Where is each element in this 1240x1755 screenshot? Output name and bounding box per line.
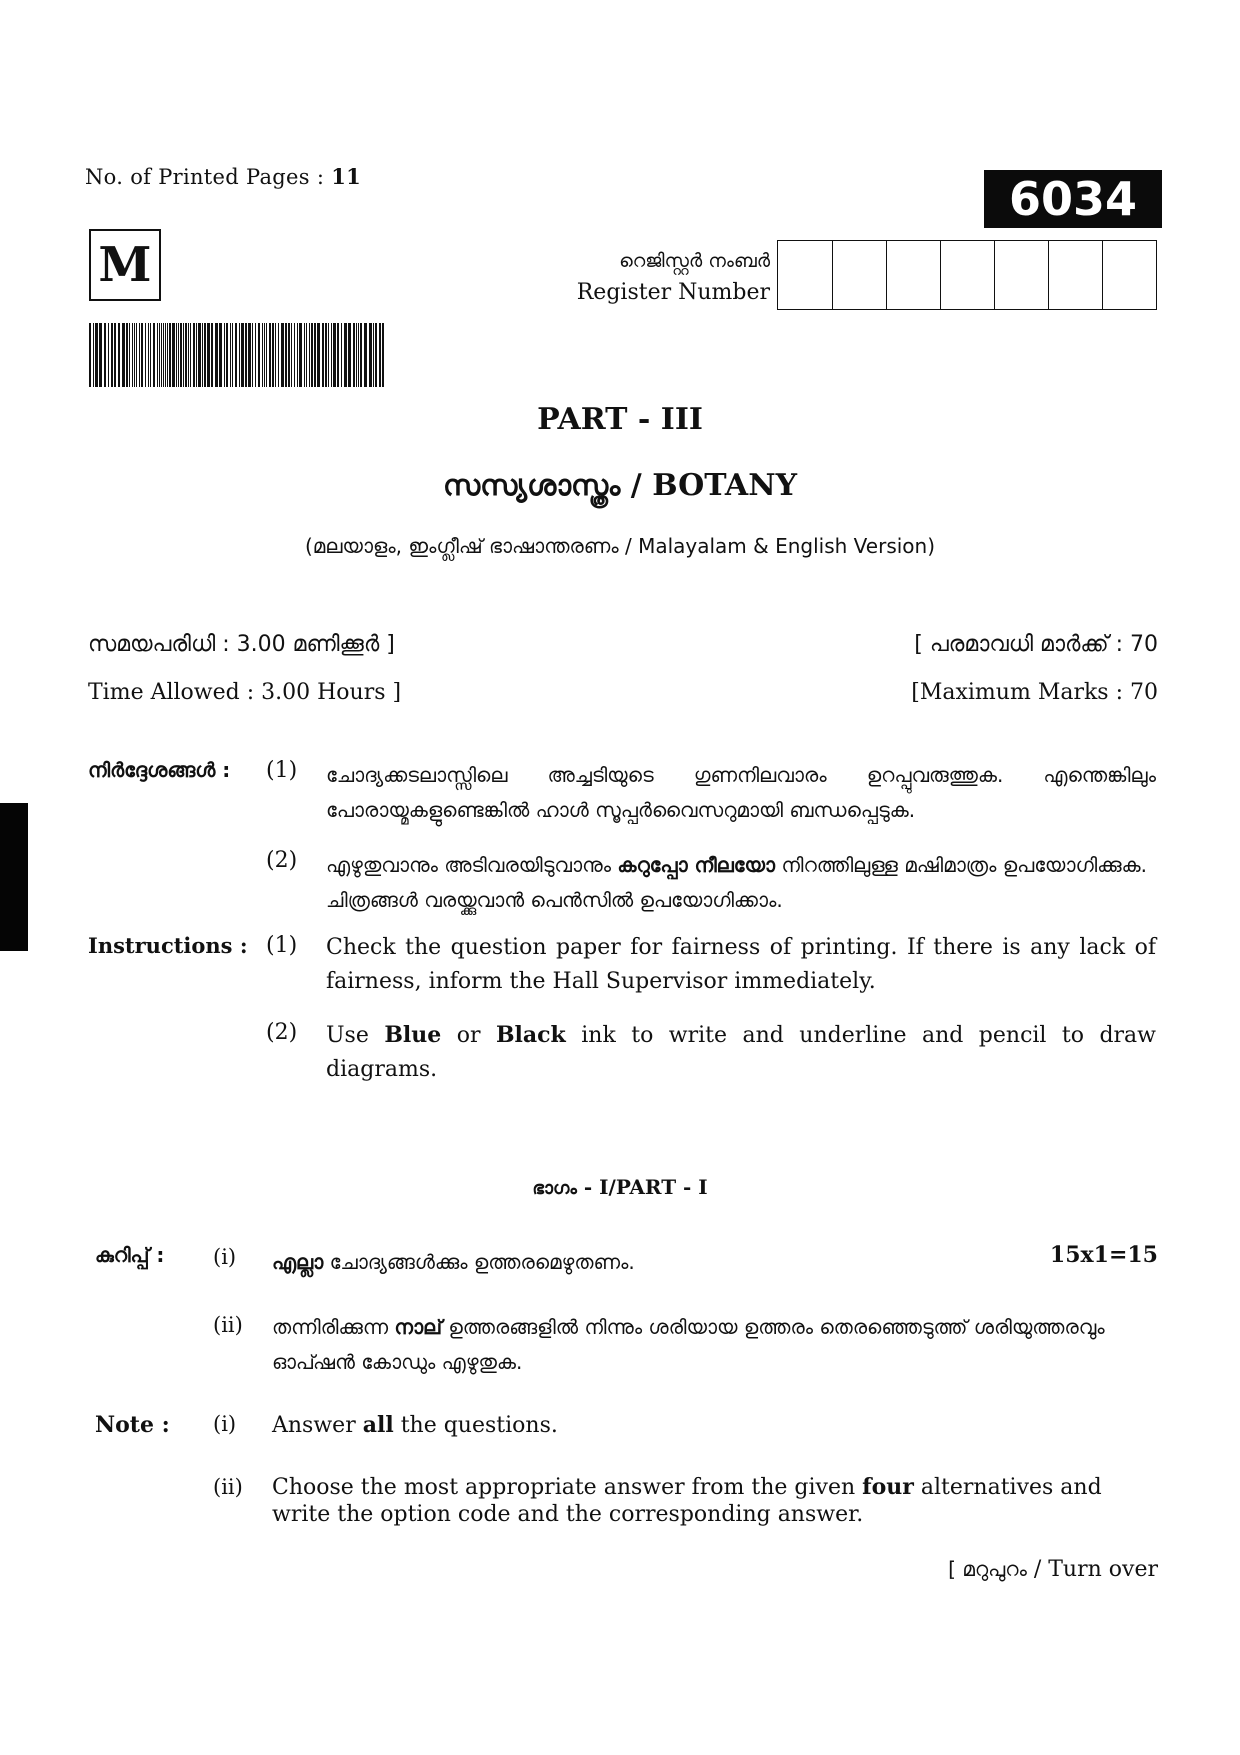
subject-ml: സസ്യശാസ്ത്രം [442,468,621,502]
note-ml-number: (ii) [213,1313,243,1337]
note-en-text-part: Answer [272,1413,363,1438]
register-box[interactable] [832,241,886,309]
register-number-label [520,246,770,308]
instruction-en-text-part: ink to write and underline and pencil to draw diagrams. [326,1023,1157,1082]
instruction-en-text: Check the question paper for fairness of printing. If there is any lack of fairness, inform the Hall Supervisor immediately. [326,935,1156,994]
note-ml-number: (i) [213,1245,237,1269]
instruction-en-bold: Blue [384,1022,442,1048]
register-box[interactable] [1048,241,1102,309]
time-allowed-ml: സമയപരിധി : 3.00 മണിക്കൂർ ] [88,632,395,657]
printed-pages-value: 11 [331,164,362,189]
register-number-boxes[interactable] [777,240,1157,310]
instruction-en-number: (1) [266,933,298,958]
note-en-number: (i) [213,1412,237,1436]
note-ml-text [272,1310,1112,1380]
note-en-number: (ii) [213,1475,243,1499]
note-ml-text-part: ഉത്തരങ്ങളിൽ നിന്നും ശരിയായ ഉത്തരം തെരഞ്ഞെടുത്ത് ശരിയുത്തരവും ഓപ്ഷൻ കോഡും എഴുതുക. [272,1315,1105,1374]
register-box[interactable] [940,241,994,309]
note-ml-bold: നാല് [394,1315,443,1339]
instruction-ml-text-part: നിറത്തിലുള്ള മഷിമാത്രം ഉപയോഗിക്കുക. ചിത്രങ്ങൾ വരയ്ക്കുവാൻ പെൻസിൽ ഉപയോഗിക്കാം. [326,853,1147,912]
instruction-ml-text-part: എഴുതുവാനും അടിവരയിടുവാനും [326,853,618,877]
note-en-bold: four [862,1474,914,1500]
subject-title [0,468,1240,503]
printed-pages-line [85,164,361,189]
max-marks-en: [Maximum Marks : 70 [911,680,1158,705]
version-line [0,534,1240,559]
instructions-en-label: Instructions : [88,933,248,958]
instruction-en-text-part: or [441,1023,496,1048]
part-title: PART - III [537,402,703,437]
max-marks-ml: [ പരമാവധി മാർക്ക് : 70 [914,632,1158,657]
note-en-text [272,1474,1112,1528]
register-label-ml: റെജിസ്റ്റർ നംബർ [619,250,770,272]
note-en-text-part: the questions. [393,1413,558,1438]
paper-code: 6034 [984,170,1162,228]
turn-over-note [948,1557,1158,1582]
register-box[interactable] [994,241,1048,309]
instruction-ml-number: (2) [266,848,298,873]
instruction-ml-bold: കറുപ്പോ നീലയോ [617,853,776,877]
note-ml-text [272,1245,972,1280]
note-en-bold: all [362,1412,394,1438]
section-heading-ml: ഭാഗം [532,1178,577,1199]
version-text: (മലയാളം, ഇംഗ്ലീഷ് ഭാഷാന്തരണം / Malayalam & English Version) [304,534,936,558]
subject-en: BOTANY [652,468,798,503]
register-box[interactable] [886,241,940,309]
register-box[interactable] [778,241,832,309]
time-allowed-en: Time Allowed : 3.00 Hours ] [88,680,402,705]
instruction-en-text-part: Use [326,1023,385,1048]
instruction-ml-text [326,848,1156,918]
version-letter-box: M [89,229,161,301]
turn-over-ml: [ മറുപുറം [948,1557,1027,1581]
note-en-label: Note : [95,1412,170,1438]
instruction-en-text [326,1018,1156,1087]
marks-allocation: 15x1=15 [1049,1242,1158,1268]
barcode-image [89,323,386,387]
note-ml-text-part: ചോദ്യങ്ങൾക്കും ഉത്തരമെഴുതണം. [323,1250,635,1274]
register-box[interactable] [1102,241,1156,309]
margin-black-marker [0,803,28,951]
register-label-en: Register Number [576,280,770,305]
turn-over-en: / Turn over [1026,1557,1158,1582]
section-heading [0,1175,1240,1199]
subject-separator: / [620,468,653,503]
instruction-en-number: (2) [266,1020,298,1045]
instruction-en-bold: Black [495,1022,566,1048]
section-heading-en: - I/PART - I [576,1175,708,1199]
note-ml-bold: എല്ലാ [272,1250,324,1274]
instructions-ml-label: നിർദ്ദേശങ്ങൾ : [88,758,231,782]
instruction-ml-text: ചോദ്യക്കടലാസ്സിലെ അച്ചടിയുടെ ഗുണനിലവാരം ഉറപ്പുവരുത്തുക. എന്തെങ്കിലും പോരായ്മകളുണ്ടെങ്കിൽ ഹാൾ സൂപ്പർവൈസറുമായി ബന്ധപ്പെടുക. [326,763,1156,822]
note-en-text-part: Choose the most appropriate answer from the given [272,1475,863,1500]
note-ml-label: കുറിപ്പ് : [95,1243,165,1267]
note-en-text [272,1412,558,1438]
printed-pages-label: No. of Printed Pages : [85,165,325,189]
note-ml-text-part: തന്നിരിക്കുന്ന [272,1315,395,1339]
note-en-text-part: alternatives and write the option code and the corresponding answer. [272,1475,1102,1527]
instruction-ml-number: (1) [266,758,298,783]
